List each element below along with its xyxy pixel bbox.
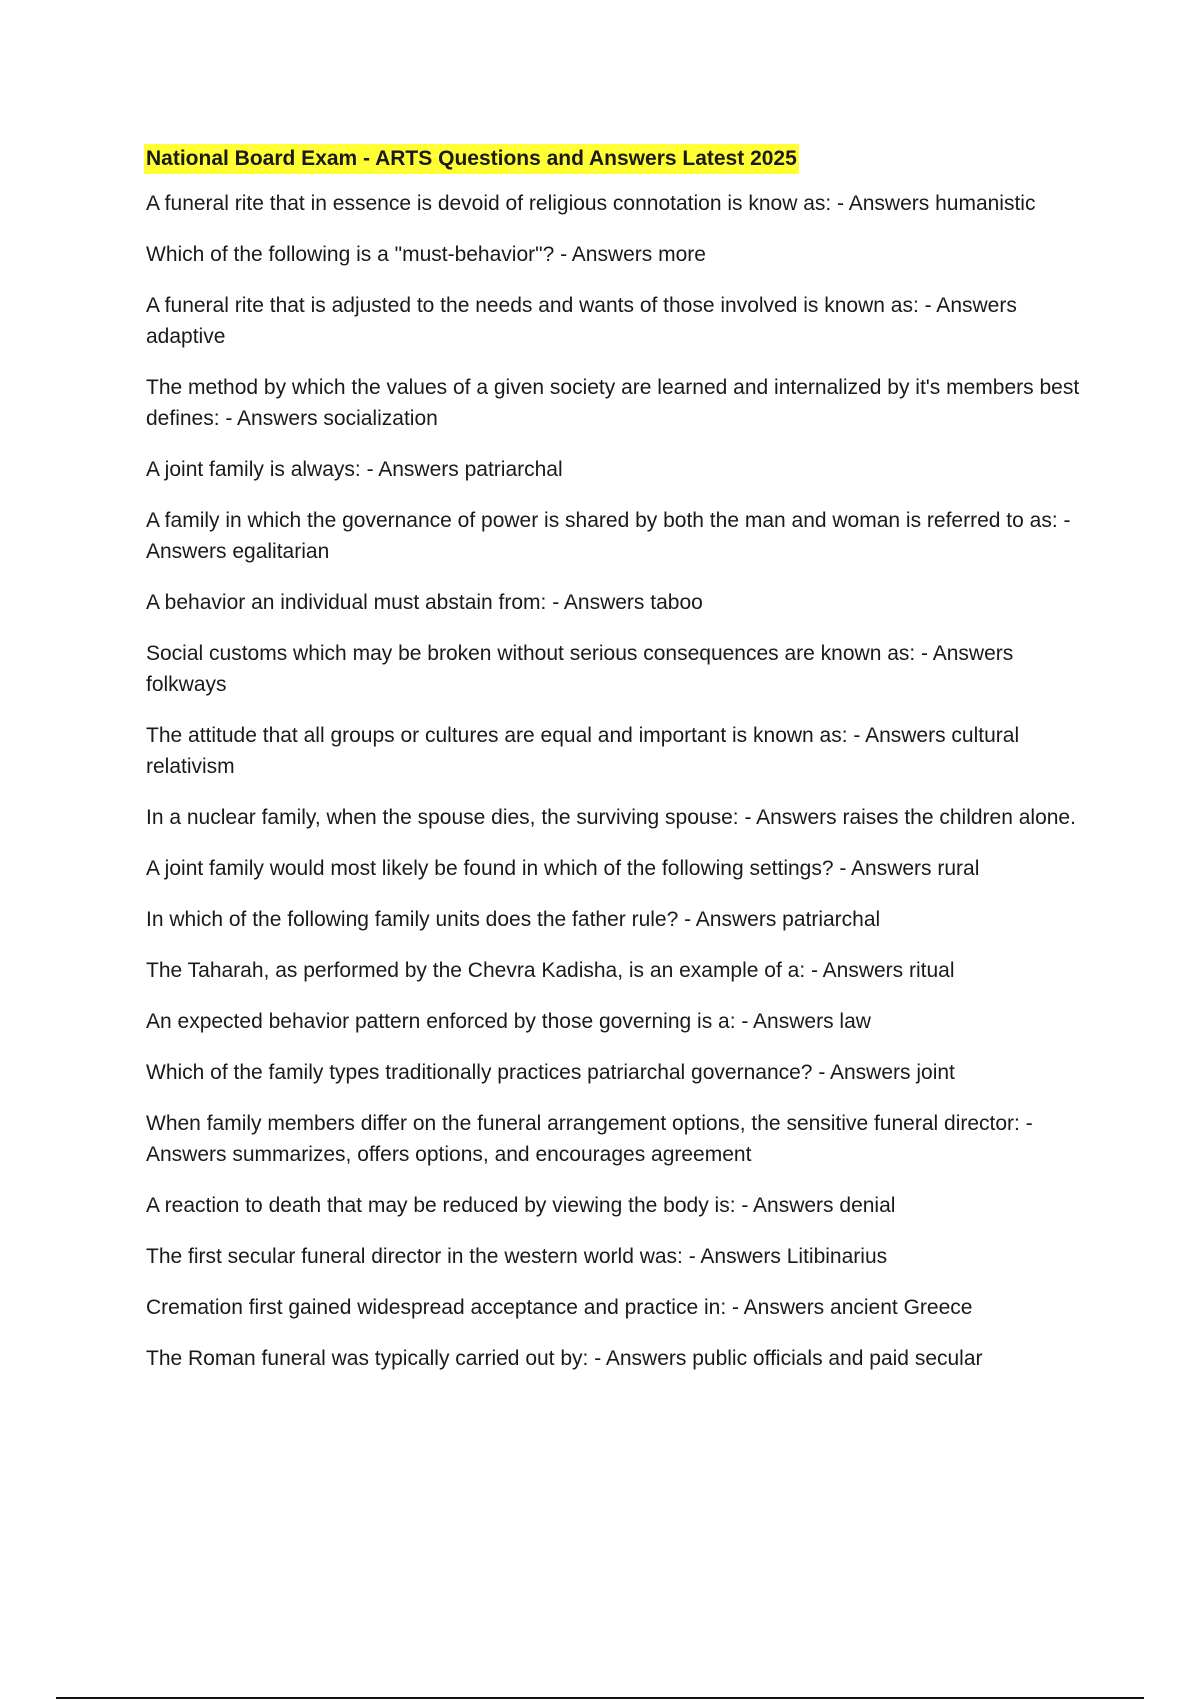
qa-item: A behavior an individual must abstain from: - Answers taboo — [146, 591, 703, 614]
qa-item: The Roman funeral was typically carried out by: - Answers public officials and paid secular — [146, 1347, 983, 1370]
qa-item: A family in which the governance of power is shared by both the man and woman is referred to as: - Answers egalitarian — [146, 509, 1071, 563]
document-body — [146, 144, 1096, 1394]
qa-item: When family members differ on the funeral arrangement options, the sensitive funeral director: - Answers summarizes, offers options, and encourages agreement — [146, 1112, 1033, 1166]
qa-item: Which of the family types traditionally practices patriarchal governance? - Answers joint — [146, 1061, 955, 1084]
qa-item: Social customs which may be broken without serious consequences are known as: - Answers folkways — [146, 642, 1014, 696]
qa-item: In which of the following family units does the father rule? - Answers patriarchal — [146, 908, 881, 931]
qa-item: The Taharah, as performed by the Chevra Kadisha, is an example of a: - Answers ritual — [146, 959, 955, 982]
qa-item: A joint family would most likely be found in which of the following settings? - Answers rural — [146, 857, 980, 880]
document-title: National Board Exam - ARTS Questions and Answers Latest 2025 — [144, 144, 799, 174]
qa-item: The attitude that all groups or cultures are equal and important is known as: - Answers cultural relativism — [146, 724, 1020, 778]
qa-item: Cremation first gained widespread acceptance and practice in: - Answers ancient Greece — [146, 1296, 973, 1319]
qa-item: The first secular funeral director in the western world was: - Answers Litibinarius — [146, 1245, 888, 1268]
qa-item: A reaction to death that may be reduced by viewing the body is: - Answers denial — [146, 1194, 896, 1217]
footer-rule — [56, 1697, 1144, 1699]
qa-item: A funeral rite that is adjusted to the needs and wants of those involved is known as: - Answers adaptive — [146, 294, 1017, 348]
qa-item: A funeral rite that in essence is devoid of religious connotation is know as: - Answers humanistic — [146, 192, 1036, 215]
qa-item: The method by which the values of a given society are learned and internalized by it's members best defines: - Answers socialization — [146, 376, 1080, 430]
qa-item: In a nuclear family, when the spouse dies, the surviving spouse: - Answers raises the children alone. — [146, 806, 1076, 829]
qa-item: A joint family is always: - Answers patriarchal — [146, 458, 563, 481]
qa-item: Which of the following is a "must-behavior"? - Answers more — [146, 243, 706, 266]
qa-item: An expected behavior pattern enforced by those governing is a: - Answers law — [146, 1010, 871, 1033]
